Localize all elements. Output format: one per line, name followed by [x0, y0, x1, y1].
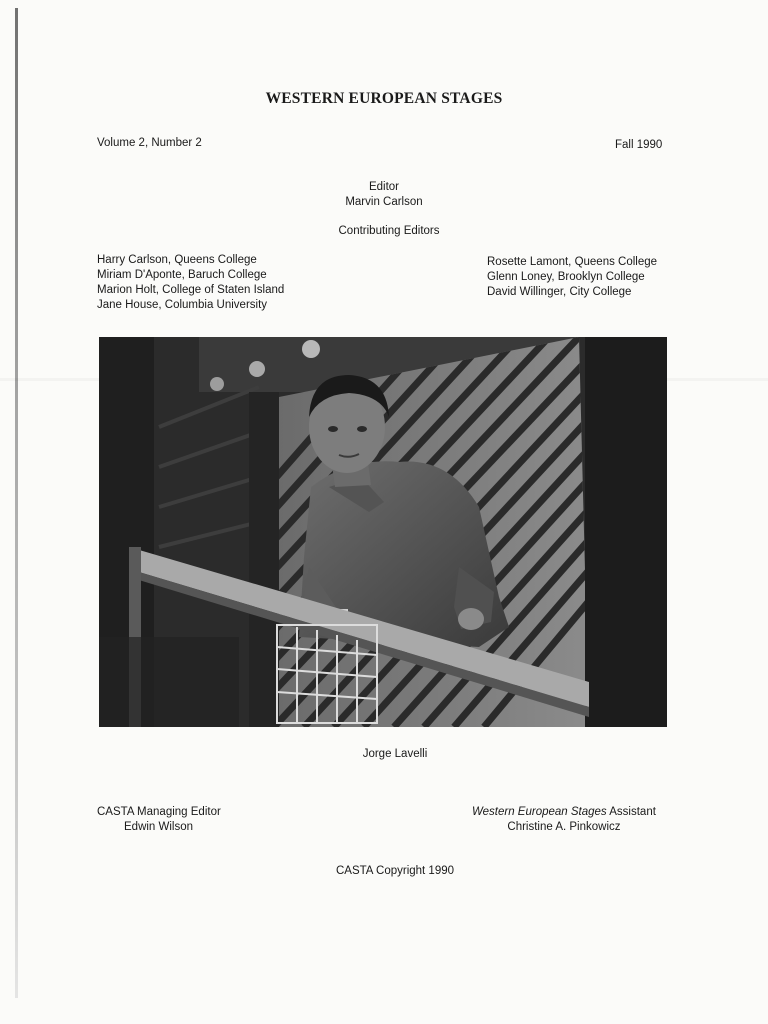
- binding-edge: [15, 8, 18, 998]
- assistant-label-role: Assistant: [606, 806, 656, 818]
- managing-editor-block: [97, 805, 221, 835]
- editor-label: Editor: [368, 181, 400, 193]
- assistant-label-journal: Western European Stages: [472, 806, 607, 818]
- photo-caption: Jorge Lavelli: [362, 748, 428, 760]
- editor-block: [0, 180, 768, 210]
- contributing-editor: Glenn Loney, Brooklyn College: [487, 271, 645, 283]
- assistant-name: Christine A. Pinkowicz: [507, 821, 621, 833]
- editor-name: Marvin Carlson: [345, 196, 423, 208]
- contributing-editor: Marion Holt, College of Staten Island: [97, 284, 285, 296]
- managing-editor-name: Edwin Wilson: [124, 821, 194, 833]
- managing-editor-label: CASTA Managing Editor: [97, 806, 221, 818]
- contributing-editors-right: [487, 255, 657, 300]
- contributing-editors-heading: Contributing Editors: [338, 225, 440, 237]
- issue-season: Fall 1990: [615, 139, 663, 151]
- contributing-editor: Jane House, Columbia University: [97, 299, 268, 311]
- contributing-editor: Rosette Lamont, Queens College: [487, 256, 658, 268]
- copyright-notice: CASTA Copyright 1990: [335, 865, 455, 877]
- volume-number: Volume 2, Number 2: [97, 137, 202, 149]
- contributing-editor: Harry Carlson, Queens College: [97, 254, 257, 266]
- assistant-label: [472, 805, 656, 820]
- contributing-editors-left: [97, 253, 284, 313]
- assistant-block: [472, 805, 656, 835]
- contributing-editor: Miriam D'Aponte, Baruch College: [97, 269, 267, 281]
- journal-title: WESTERN EUROPEAN STAGES: [265, 90, 503, 107]
- contributing-editor: David Willinger, City College: [487, 286, 632, 298]
- portrait-photo: [99, 337, 667, 727]
